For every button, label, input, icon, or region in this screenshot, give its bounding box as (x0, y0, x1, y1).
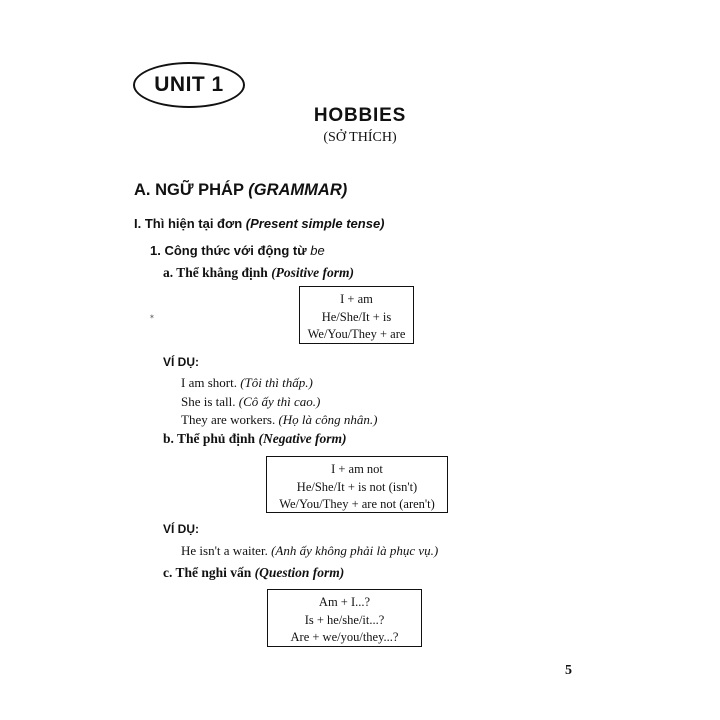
example-english: He isn't a waiter. (181, 543, 272, 558)
page-number: 5 (565, 663, 572, 678)
section-i-heading (134, 216, 385, 231)
question-formula-box (267, 589, 422, 647)
negative-heading-vi: b. Thể phủ định (163, 431, 259, 446)
section-i-english: (Present simple tense) (245, 216, 385, 231)
example-translation: (Họ là công nhân.) (278, 412, 378, 427)
page-subtitle: (SỞ THÍCH) (323, 130, 397, 145)
formula-line: I + am (340, 292, 373, 306)
formula-line: Are + we/you/they...? (290, 630, 399, 644)
example-translation: (Tôi thì thấp.) (240, 375, 313, 390)
example-english: They are workers. (181, 412, 279, 427)
example-translation: (Cô ấy thì cao.) (238, 394, 321, 409)
positive-heading-vi: a. Thể khẳng định (163, 265, 272, 280)
page-title: HOBBIES (313, 105, 407, 126)
section-1-verb: be (310, 243, 325, 258)
examples-label: VÍ DỤ: (163, 355, 199, 369)
positive-heading-en: (Positive form) (271, 265, 355, 280)
examples-label: VÍ DỤ: (163, 522, 199, 536)
formula-line: I + am not (331, 462, 383, 476)
question-heading (163, 565, 344, 581)
section-a-heading (134, 181, 347, 200)
example-line (181, 375, 313, 391)
formula-line: We/You/They + are not (aren't) (279, 497, 435, 511)
negative-heading-en: (Negative form) (258, 431, 347, 446)
section-a-english: (GRAMMAR) (248, 181, 348, 199)
example-line (181, 412, 377, 428)
section-1-heading (150, 243, 325, 258)
example-english: I am short. (181, 375, 241, 390)
positive-heading (163, 265, 354, 281)
example-translation: (Anh ấy không phải là phục vụ.) (271, 543, 439, 558)
negative-formula-box (266, 456, 448, 513)
section-1-prefix: 1. Công thức với động từ (150, 243, 311, 258)
example-line (181, 394, 320, 410)
section-a-prefix: A. NGỮ PHÁP (134, 181, 249, 199)
question-heading-vi: c. Thể nghi vấn (163, 565, 255, 580)
example-english: She is tall. (181, 394, 239, 409)
formula-line: We/You/They + are (307, 327, 406, 341)
example-line (181, 543, 438, 559)
unit-badge: UNIT 1 (133, 62, 245, 108)
formula-line: Is + he/she/it...? (304, 612, 385, 627)
negative-heading (163, 431, 347, 447)
print-speck: ✶ (149, 313, 155, 321)
formula-line: He/She/It + is not (isn't) (296, 479, 418, 494)
section-i-prefix: I. Thì hiện tại đơn (134, 216, 246, 231)
positive-formula-box (299, 286, 414, 344)
formula-line: Am + I...? (318, 595, 371, 609)
formula-line: He/She/It + is (321, 309, 392, 324)
question-heading-en: (Question form) (254, 565, 345, 580)
